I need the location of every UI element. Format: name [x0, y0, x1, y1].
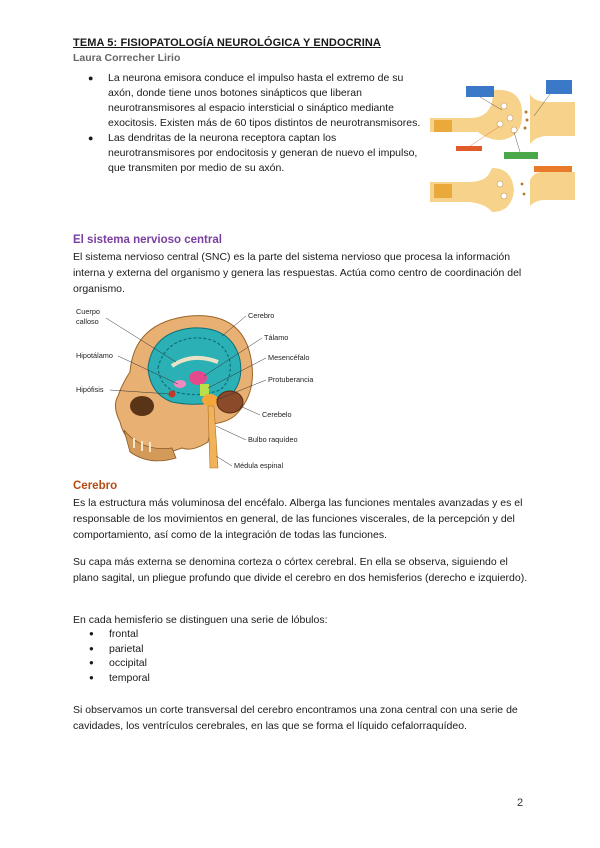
neurotransmitter-icon — [524, 127, 527, 130]
page-number: 2 — [517, 797, 524, 809]
postsynaptic-terminal — [530, 94, 575, 144]
neurotransmitter-icon — [523, 193, 526, 196]
pointer-line — [216, 426, 246, 440]
neurotransmitter-icon — [521, 183, 524, 186]
label-talamo: Tálamo — [264, 333, 289, 342]
label-box — [456, 146, 482, 151]
label-cerebro: Cerebro — [248, 311, 275, 320]
label-medula: Médula espinal — [234, 461, 284, 470]
document-title: TEMA 5: FISIOPATOLOGÍA NEUROLÓGICA Y ENDOCRINA — [73, 37, 381, 49]
label-cuerpo-calloso: Cuerpo — [76, 307, 100, 316]
list-item: ● La neurona emisora conduce el impulso hasta el extremo de su axón, donde tiene unos botones sinápticos que liberan neurotransmisores al espacio intersticial o sináptico mediante exocitosis. Existen más de 60 tipos distintos de neurotransmisores. — [73, 71, 423, 131]
neurotransmitter-icon — [526, 119, 529, 122]
axon-segment — [434, 184, 452, 198]
list-item: ● Las dendritas de la neurona receptora captan los neurotransmisores por endocitosis y generan de nuevo el impulso, que transmiten por medio de su axón. — [73, 131, 423, 176]
presynaptic-terminal — [430, 90, 522, 140]
label-cerebelo: Cerebelo — [262, 410, 292, 419]
label-box — [504, 152, 538, 159]
pointer-line — [216, 456, 232, 466]
synapse-diagram — [430, 80, 575, 215]
label-box — [546, 80, 572, 94]
label-hipotalamo: Hipotálamo — [76, 351, 113, 360]
document-author: Laura Correcher Lirio — [73, 52, 181, 64]
label-protuberancia: Protuberancia — [268, 375, 314, 384]
label-hipofisis: Hipófisis — [76, 385, 104, 394]
label-mesencefalo: Mesencéfalo — [268, 353, 310, 362]
lobe-list — [73, 627, 150, 685]
label-cuerpo-calloso: calloso — [76, 317, 99, 326]
vesicle-icon — [497, 181, 503, 187]
hypothalamus — [174, 380, 186, 388]
section-title-cerebro: Cerebro — [73, 480, 118, 492]
brain-anatomy-diagram — [72, 302, 342, 474]
pointer-line — [514, 132, 520, 152]
list-item: ● temporal — [73, 671, 150, 686]
eye-socket — [130, 396, 154, 416]
vesicle-icon — [507, 115, 513, 121]
vesicle-icon — [501, 103, 507, 109]
cerebro-paragraph-2: Su capa más externa se denomina corteza o córtex cerebral. En ella se observa, siguiendo el plano sagital, un pliegue profundo que divide el cerebro en dos hemisferios (derecho e izquierdo). — [73, 556, 528, 584]
midbrain — [200, 384, 209, 396]
label-box — [466, 86, 494, 97]
neurotransmitter-icon — [525, 111, 528, 114]
label-bulbo: Bulbo raquídeo — [248, 435, 298, 444]
label-box — [534, 166, 572, 172]
section-title-snc: El sistema nervioso central — [73, 234, 222, 246]
cerebro-paragraph-3: En cada hemisferio se distinguen una serie de lóbulos: — [73, 614, 328, 626]
vesicle-icon — [501, 193, 507, 199]
cerebro-paragraph-1: Es la estructura más voluminosa del encéfalo. Alberga las funciones mentales avanzadas y es el responsable de los movimientos en general, de las funciones viscerales, de la percepción y del comportamiento, así como de la integración de todas las funciones. — [73, 497, 523, 541]
list-item: ● parietal — [73, 642, 150, 657]
list-item: ● frontal — [73, 627, 150, 642]
thalamus — [189, 371, 207, 385]
postsynaptic-terminal — [530, 172, 575, 206]
cerebro-paragraph-4: Si observamos un corte transversal del cerebro encontramos una zona central con una serie de cavidades, los ventrículos cerebrales, en las que se forma el líquido cefalorraquídeo. — [73, 704, 518, 732]
pointer-line — [240, 406, 260, 415]
list-item: ● occipital — [73, 656, 150, 671]
pons — [202, 394, 218, 406]
axon-segment — [434, 120, 452, 132]
intro-bullet-list — [73, 71, 423, 176]
snc-paragraph: El sistema nervioso central (SNC) es la parte del sistema nervioso que procesa la información interna y externa del organismo y genera las respuestas. Actúa como centro de coordinación del organismo. — [73, 251, 522, 295]
